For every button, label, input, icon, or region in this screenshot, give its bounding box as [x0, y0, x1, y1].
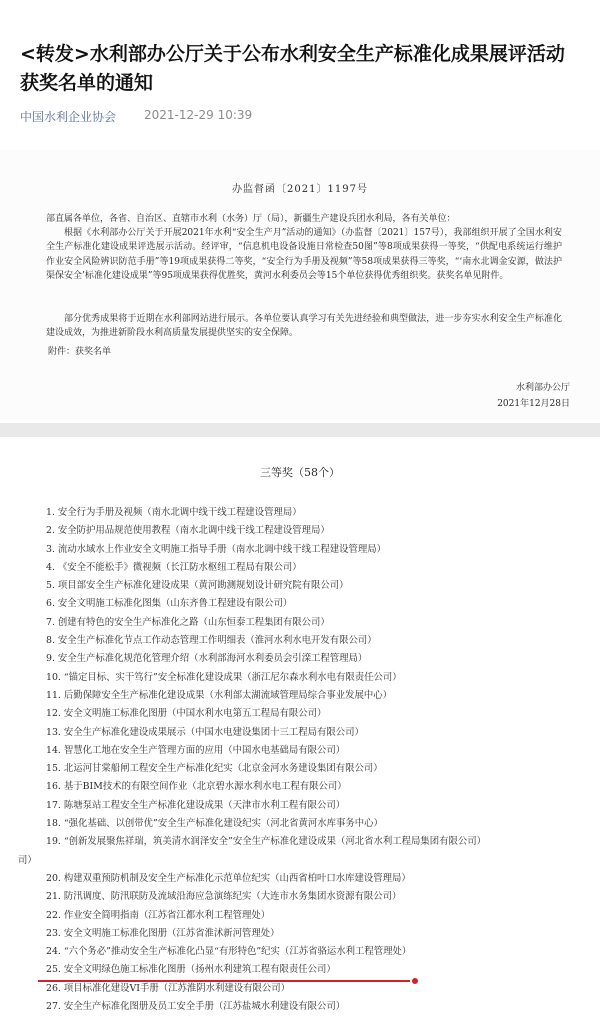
article-source-link[interactable]: 中国水利企业协会 — [20, 110, 117, 124]
award-item: 18. “强化基础、以创带优”安全生产标准化建设纪实（河北省黄河水库事务中心） — [46, 818, 383, 830]
award-item: 15. 北运河甘棠船闸工程安全生产标准化纪实（北京金河水务建设集团有限公司） — [46, 763, 383, 775]
award-item: 23. 安全文明施工标准化图册（江苏省淮沭新河管理处） — [46, 927, 280, 939]
article-title: <转发>水利部办公厅关于公布水利安全生产标准化成果展评活动获奖名单的通知 — [20, 43, 565, 94]
article-header — [20, 40, 580, 125]
award-heading: 三等奖（58个） — [260, 466, 340, 479]
award-item: 17. 陈塘泵站工程安全生产标准化建设成果（天津市水利工程有限公司） — [46, 799, 346, 811]
award-item: 13. 安全生产标准化建设成果展示（中国水电建设集团十三工程局有限公司） — [46, 726, 364, 738]
award-item-19-continuation: 司） — [18, 854, 37, 866]
doc-number: 办监督函〔2021〕1197号 — [232, 184, 368, 195]
award-list — [18, 504, 576, 1016]
award-item: 4. 《安全不能松手》微视频（长江防水枢纽工程局有限公司） — [46, 561, 302, 573]
award-item: 21. 防汛调度、防汛联防及流域沿海应急演练纪实（大连市水务集团水资源有限公司） — [46, 891, 402, 903]
award-item: 2. 安全防护用品规范使用教程（南水北调中线干线工程建设管理局） — [46, 525, 330, 537]
award-item: 9. 安全生产标准化规范化管理介绍（水利部海河水利委员会引滦工程管理局） — [46, 653, 368, 665]
award-item: 16. 基于BIM技术的有限空间作业（北京碧水源水利水电工程有限公司） — [46, 781, 347, 793]
award-item: 20. 构建双重预防机制及安全生产标准化示范单位纪实（山西省柏叶口水库建设管理局） — [46, 872, 411, 884]
award-item: 27. 安全生产标准化图册及员工安全手册（江苏盐城水利建设有限公司） — [46, 1001, 346, 1013]
award-item-highlighted: 25. 安全文明绿色施工标准化图册（扬州水利建筑工程有限责任公司） — [46, 964, 336, 976]
article-meta — [20, 108, 580, 125]
award-item: 14. 智慧化工地在安全生产管理方面的应用（中国水电基础局有限公司） — [46, 744, 346, 756]
notice-attachment: 附件：获奖名单 — [48, 347, 112, 357]
notice-paragraph-2: 部分优秀成果将于近期在水利部网站进行展示。各单位要认真学习有关先进经验和典型做法，进一步夯实水利安全生产标准化建设成效，为推进新阶段水利高质量发展提供坚实的安全保障。 — [46, 314, 562, 339]
award-item: 11. 后勤保障安全生产标准化建设成果（水利部太湖流域管理局综合事业发展中心） — [46, 689, 393, 701]
highlight-mark — [412, 978, 418, 984]
highlight-underline — [38, 980, 410, 982]
award-item: 19. “创新发展聚焦祥瑞，筑美清水润泽安全”安全生产标准化建设成果（河北省水利工程局集团有限公司） — [46, 836, 486, 848]
award-item: 3. 流动水域水上作业安全文明施工指导手册（南水北调中线干线工程建设管理局） — [46, 543, 387, 555]
notice-signature-date: 2021年12月28日 — [497, 399, 570, 409]
award-item: 12. 安全文明施工标准化图册（中国水利水电第五工程局有限公司） — [46, 708, 327, 720]
award-item: 5. 项目部安全生产标准化建设成果（黄河勘测规划设计研究院有限公司） — [46, 580, 349, 592]
award-list-section — [0, 442, 600, 1013]
article-date: 2021-12-29 10:39 — [144, 108, 253, 122]
notice-paragraph-1: 根据《水利部办公厅关于开展2021年水利“安全生产月”活动的通知》（办监督〔2021〕157号），我部组织开展了全国水利安全生产标准化建设成果评选展示活动。经评审，“信息机电设备设施日常检查50图”等8项成果获得一等奖，“供配电系统运行维护作业安全风险辨识防范手册”等19项成果获得二等奖，“安全行为手册及视频”等58项成果获得三等奖，“‘南水北调金安源，做法护渠保安全’标准化建设成果”等95项成果获得优胜奖，黄河水利委员会等15个单位获得优秀组织奖。获奖名单见附件。 — [46, 228, 562, 282]
notice-signature-org: 水利部办公厅 — [515, 383, 570, 393]
award-item: 1. 安全行为手册及视频（南水北调中线干线工程建设管理局） — [46, 507, 302, 518]
award-item: 10. “锚定目标、实干笃行”安全标准化建设成果（浙江尼尔森水利水电有限责任公司） — [46, 671, 402, 683]
award-item: 6. 安全文明施工标准化图集（山东齐鲁工程建设有限公司） — [46, 598, 293, 610]
award-item: 8. 安全生产标准化节点工作动态管理工作明细表（淮河水利水电开发有限公司） — [46, 635, 377, 647]
award-item: 22. 作业安全简明指南（江苏省江都水利工程管理处） — [46, 909, 271, 921]
award-item: 24. “六个务必”推动安全生产标准化凸显“有形特色”纪实（江苏省骆运水利工程管理处） — [46, 946, 412, 958]
notice-document — [0, 150, 600, 420]
award-item: 7. 创建有特色的安全生产标准化之路（山东恒泰工程集团有限公司） — [46, 616, 330, 628]
award-item: 26. 项目标准化建设VI手册（江苏淮阴水利建设有限公司） — [46, 982, 290, 994]
section-divider — [0, 423, 600, 437]
notice-recipients: 部直属各单位，各省、自治区、直辖市水利（水务）厅（局），新疆生产建设兵团水利局，各有关单位： — [46, 214, 456, 224]
